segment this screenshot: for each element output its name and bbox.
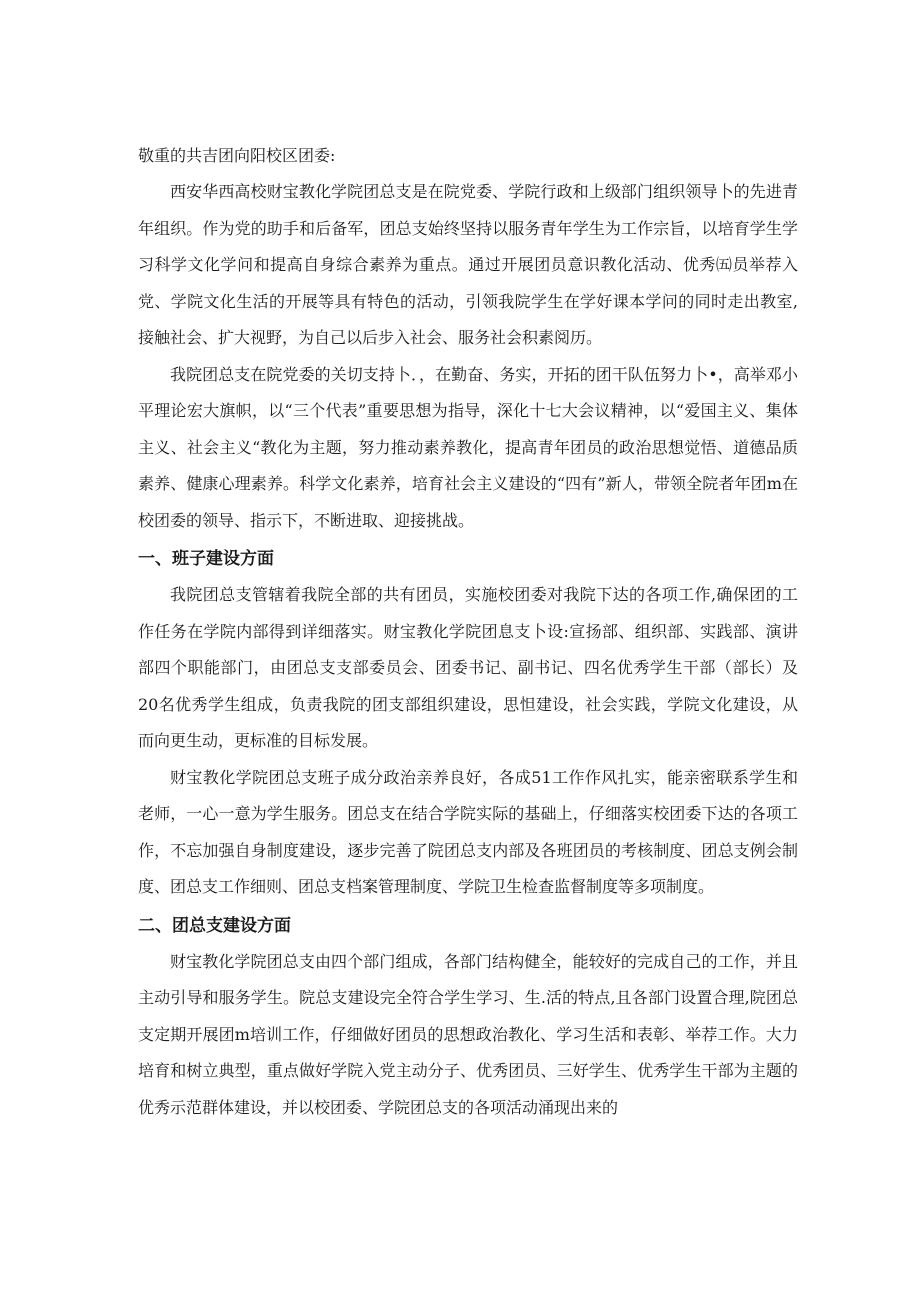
document-page (138, 138, 798, 1126)
intro-paragraph-2: 我院团总支在院党委的关切支持卜．，在勤奋、务实，开拓的团干队伍努力卜•，高举邓小平理论宏大旗帜，以“三个代表”重要思想为指导，深化十七大会议精神，以“爱国主义、集体主义、社会主义“教化为主题，努力推动素养教化，提高青年团员的政治思想觉悟、道德品质素养、健康心理素养。科学文化素养，培育社会主义建设的“四有”新人，带领全院者年团m在校团委的领导、指示下，不断进取、迎接挑战。 (138, 364, 798, 530)
section-heading-team-building: 一、班子建设方面 (138, 549, 274, 569)
section-2-paragraph-1: 财宝教化学院团总支由四个部门组成，各部门结构健全，能较好的完成自己的工作，并且主动引导和服务学生。院总支建设完全符合学生学习、生.活的特点,且各部门设置合理,院团总支定期开展团m培训工作，仔细做好团员的思想政治教化、学习生活和表彰、举荐工作。大力培育和树立典型，重点做好学院入党主动分子、优秀团员、三好学生、优秀学生干部为主题的优秀示范群体建设，并以校团委、学院团总支的各项活动涌现出来的 (138, 951, 798, 1117)
section-1-paragraph-1: 我院团总支管辖着我院全部的共有团员，实施校团委对我院下达的各项工作,确保团的工作任务在学院内部得到详细落实。财宝教化学院团息支卜设:宣扬部、组织部、实践部、演讲部四个职能部门，由团总支支部委员会、团委书记、副书记、四名优秀学生干部（部长）及20名优秀学生组成，负责我院的团支部组织建设，思怛建设，社会实践，学院文化建设，从而向更生动，更标准的目标发展。 (138, 585, 798, 750)
intro-paragraph-1: 西安华西高校财宝教化学院团总支是在院党委、学院行政和上级部门组织领导卜的先进青年组织。作为党的助手和后备军，团总支始终坚持以服务青年学生为工作宗旨，以培育学生学习科学文化学问和提高自身综合素养为重点。通过开展团员意识教化活动、优秀㈤员举荐入党、学院文化生活的开展等具有特色的活动，引领我院学生在学好课本学问的同时走出教室,接触社会、扩大视野，为自己以后步入社会、服务社会积素阅历。 (138, 182, 798, 347)
salutation: 敬重的共吉团向阳校区团委: (138, 146, 336, 165)
section-heading-general-branch: 二、团总支建设方面 (138, 915, 291, 936)
section-1-paragraph-2: 财宝教化学院团总支班子成分政治亲养良好，各成51工作作风扎实，能亲密联系学生和老师，一心一意为学生服务。团总支在结合学院实际的基础上，仔细落实校团委下达的各项工作，不忘加强自身制度建设，逐步完善了院团总支内部及各班团员的考核制度、团总支例会制度、团总支工作细则、团总支档案管理制度、学院卫生检查监督制度等多项制度。 (138, 767, 798, 896)
